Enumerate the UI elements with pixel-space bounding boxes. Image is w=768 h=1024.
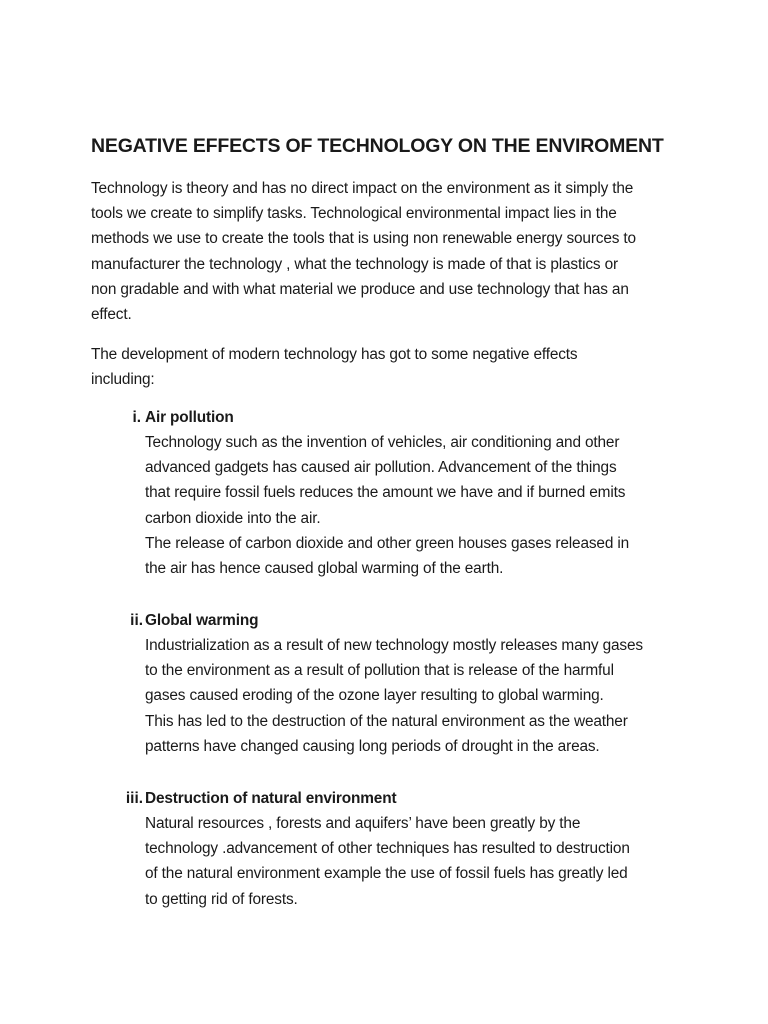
item-body bbox=[145, 633, 705, 759]
item-line: The release of carbon dioxide and other green houses gases released in bbox=[145, 534, 630, 552]
item-line: that require fossil fuels reduces the amount we have and if burned emits bbox=[145, 484, 626, 502]
item-line: advanced gadgets has caused air pollution. Advancement of the things bbox=[145, 459, 617, 477]
item-body bbox=[145, 430, 705, 581]
item-line: to the environment as a result of pollution that is release of the harmful bbox=[145, 662, 614, 680]
intro-line: tools we create to simplify tasks. Technological environmental impact lies in the bbox=[91, 205, 617, 223]
item-line: the air has hence caused global warming of the earth. bbox=[145, 560, 504, 578]
intro-line: non gradable and with what material we produce and use technology that has an bbox=[91, 280, 629, 298]
item-heading: Destruction of natural environment bbox=[145, 790, 397, 807]
item-line: of the natural environment example the use of fossil fuels has greatly led bbox=[145, 865, 628, 883]
lead-paragraph bbox=[91, 342, 691, 392]
item-line: Technology such as the invention of vehicles, air conditioning and other bbox=[145, 434, 620, 451]
item-line: This has led to the destruction of the natural environment as the weather bbox=[145, 712, 628, 730]
item-line: patterns have changed causing long periods of drought in the areas. bbox=[145, 737, 600, 755]
lead-line: The development of modern technology has got to some negative effects bbox=[91, 346, 578, 363]
page-title: NEGATIVE EFFECTS OF TECHNOLOGY ON THE ENVIROMENT bbox=[91, 135, 664, 157]
item-line: gases caused eroding of the ozone layer resulting to global warming. bbox=[145, 687, 604, 705]
lead-line: including: bbox=[91, 371, 155, 389]
intro-line: methods we use to create the tools that is using non renewable energy sources to bbox=[91, 230, 636, 248]
item-line: Industrialization as a result of new technology mostly releases many gases bbox=[145, 637, 643, 654]
item-heading: Air pollution bbox=[145, 409, 234, 426]
item-line: to getting rid of forests. bbox=[145, 890, 298, 908]
item-heading: Global warming bbox=[145, 612, 259, 629]
list-number: iii. bbox=[125, 790, 143, 807]
item-line: Natural resources , forests and aquifers’ have been greatly by the bbox=[145, 815, 581, 832]
list-number: i. bbox=[132, 409, 141, 426]
intro-line: manufacturer the technology , what the technology is made of that is plastics or bbox=[91, 255, 618, 273]
intro-paragraph bbox=[91, 176, 691, 327]
item-line: carbon dioxide into the air. bbox=[145, 509, 321, 527]
item-body bbox=[145, 811, 705, 912]
list-number: ii. bbox=[130, 612, 143, 629]
intro-line: effect. bbox=[91, 306, 132, 324]
item-line: technology .advancement of other techniques has resulted to destruction bbox=[145, 840, 630, 858]
intro-line: Technology is theory and has no direct impact on the environment as it simply the bbox=[91, 180, 634, 197]
